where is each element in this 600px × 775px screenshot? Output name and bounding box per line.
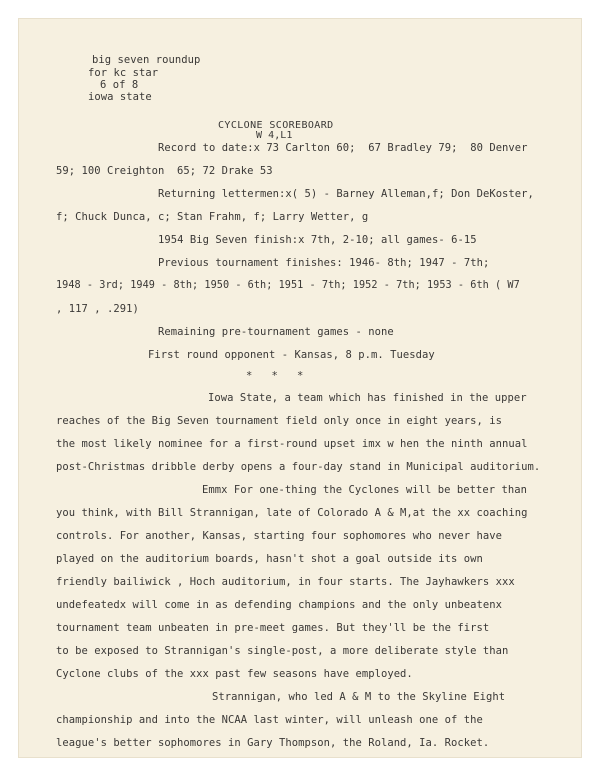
scoreboard-line: Returning lettermen:x( 5) - Barney Alleman,f; Don DeKoster, (158, 188, 534, 200)
scoreboard-line: 59; 100 Creighton 65; 72 Drake 53 (56, 165, 273, 177)
slug-line: for kc star (88, 67, 159, 79)
story-line: to be exposed to Strannigan's single-post, a more deliberate style than (56, 645, 509, 657)
story-line: controls. For another, Kansas, starting four sophomores who never have (56, 530, 503, 542)
story-line: Strannigan, who led A & M to the Skyline Eight (212, 691, 506, 703)
scoreboard-line: 1954 Big Seven finish:x 7th, 2-10; all games- 6-15 (158, 234, 477, 246)
scoreboard-line: Previous tournament finishes: 1946- 8th; 1947 - 7th; (158, 257, 490, 269)
story-line: championship and into the NCAA last winter, will unleash one of the (56, 714, 483, 726)
slug-line: 6 of 8 (100, 79, 139, 91)
story-line: played on the auditorium boards, hasn't shot a goal outside its own (56, 553, 483, 565)
record-mark: W 4,L1 (256, 130, 293, 141)
story-line: you think, with Bill Strannigan, late of Colorado A & M,at the xx coaching (56, 507, 528, 519)
separator-asterisks: * * * (246, 370, 304, 382)
scoreboard-line: 1948 - 3rd; 1949 - 8th; 1950 - 6th; 1951 - 7th; 1952 - 7th; 1953 - 6th ( W7 (56, 280, 520, 291)
story-line: undefeatedx will come in as defending champions and the only unbeatenx (56, 599, 503, 611)
story-line: post-Christmas dribble derby opens a four-day stand in Municipal auditorium. (56, 461, 541, 473)
story-line: Iowa State, a team which has finished in the upper (208, 392, 527, 404)
scoreboard-line: Remaining pre-tournament games - none (158, 326, 394, 338)
story-line: tournament team unbeaten in pre-meet games. But they'll be the first (56, 622, 490, 634)
story-line: league's better sophomores in Gary Thompson, the Roland, Ia. Rocket. (56, 737, 490, 749)
scoreboard-title: CYCLONE SCOREBOARD (218, 120, 334, 131)
scoreboard-line: First round opponent - Kansas, 8 p.m. Tuesday (148, 349, 435, 361)
story-line: Emmx For one-thing the Cyclones will be better than (202, 484, 527, 496)
story-line: reaches of the Big Seven tournament field only once in eight years, is (56, 415, 503, 427)
scoreboard-line: Record to date:x 73 Carlton 60; 67 Bradley 79; 80 Denver (158, 142, 528, 154)
scoreboard-line: , 117 , .291) (56, 303, 139, 315)
story-line: the most likely nominee for a first-round upset imx w hen the ninth annual (56, 438, 528, 450)
slug-line: big seven roundup (92, 54, 201, 66)
scoreboard-line: f; Chuck Dunca, c; Stan Frahm, f; Larry Wetter, g (56, 211, 369, 223)
story-line: friendly bailiwick , Hoch auditorium, in four starts. The Jayhawkers xxx (56, 576, 515, 588)
story-line: Cyclone clubs of the xxx past few seasons have employed. (56, 668, 413, 680)
slug-line: iowa state (88, 91, 152, 103)
